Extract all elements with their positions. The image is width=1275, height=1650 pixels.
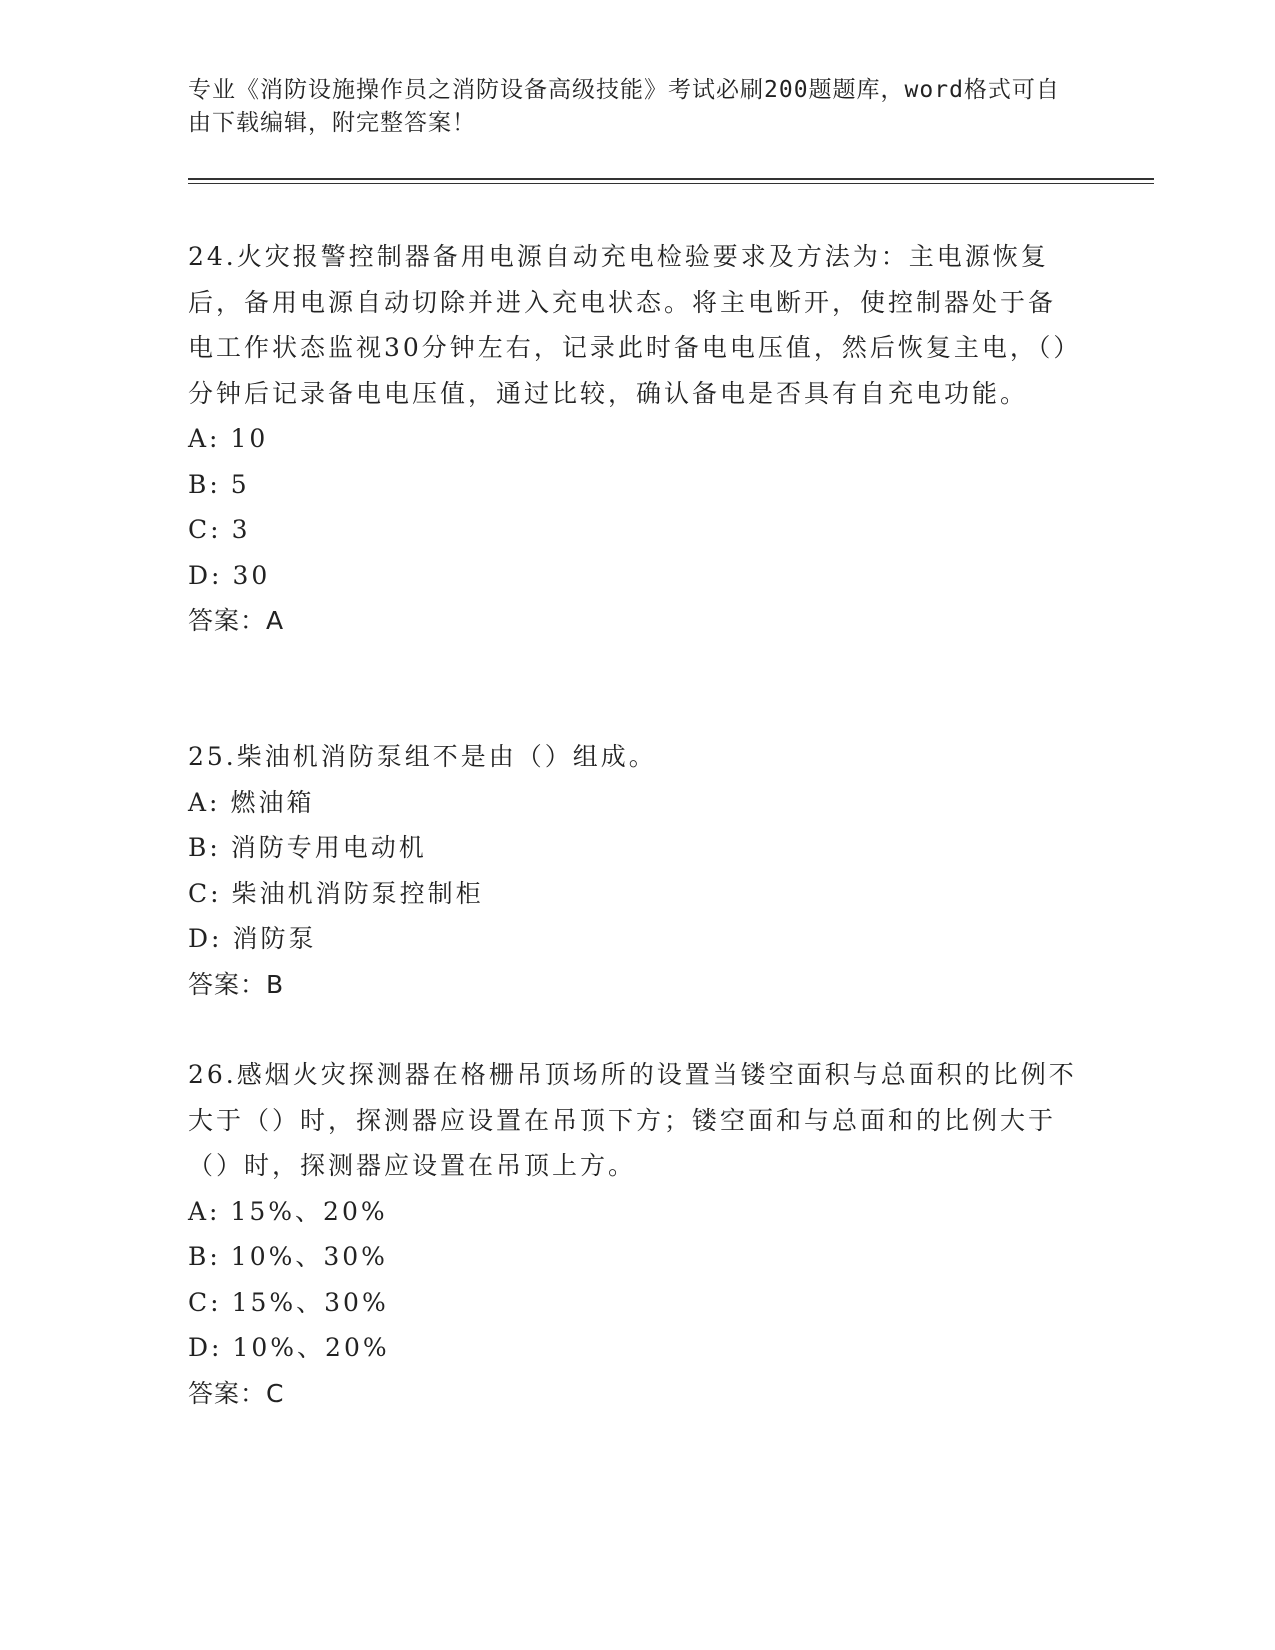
- question-24: [188, 234, 1078, 644]
- option-label: B:: [188, 833, 221, 862]
- option-value: 15%、20%: [230, 1196, 388, 1226]
- option-b: [188, 462, 1078, 508]
- option-value: 10%、20%: [232, 1333, 390, 1362]
- option-label: C:: [188, 515, 222, 544]
- header-divider: [188, 178, 1154, 180]
- option-value: 30: [232, 560, 271, 590]
- option-label: D:: [188, 924, 223, 953]
- option-c: [188, 871, 1078, 917]
- option-b: [188, 825, 1078, 871]
- option-value: 3: [231, 515, 251, 544]
- option-label: C:: [188, 878, 222, 908]
- answer: 答案：B: [188, 969, 285, 999]
- option-value: 消防专用电动机: [230, 833, 427, 862]
- question-25: [188, 734, 1078, 1007]
- document-header: 专业《消防设施操作员之消防设备高级技能》考试必刷200题题库，word格式可自由下载编辑，附完整答案！: [188, 77, 1060, 136]
- option-a: [188, 416, 1078, 462]
- option-label: A:: [188, 424, 221, 453]
- question-stem: 25.柴油机消防泵组不是由（）组成。: [188, 742, 657, 771]
- option-value: 10: [230, 424, 269, 453]
- option-c: [188, 1280, 1078, 1326]
- option-a: [188, 1189, 1078, 1235]
- question-26: [188, 1052, 1078, 1416]
- option-label: B:: [188, 469, 221, 499]
- option-value: 10%、30%: [230, 1242, 388, 1271]
- option-label: B:: [188, 1242, 221, 1271]
- option-label: A:: [188, 1196, 221, 1226]
- header-divider-thin: [188, 183, 1154, 184]
- option-d: [188, 553, 1078, 599]
- option-label: A:: [188, 787, 221, 817]
- option-d: [188, 916, 1078, 962]
- answer: 答案：A: [188, 606, 285, 635]
- option-value: 柴油机消防泵控制柜: [231, 878, 484, 908]
- option-value: 5: [230, 469, 250, 499]
- option-label: C:: [188, 1287, 222, 1317]
- question-stem: 26.感烟火灾探测器在格栅吊顶场所的设置当镂空面积与总面积的比例不大于（）时，探测器应设置在吊顶下方；镂空面和与总面和的比例大于（）时，探测器应设置在吊顶上方。: [188, 1060, 1077, 1180]
- option-d: [188, 1325, 1078, 1371]
- option-label: D:: [188, 560, 223, 590]
- option-value: 消防泵: [232, 924, 317, 953]
- option-c: [188, 507, 1078, 553]
- option-label: D:: [188, 1333, 223, 1362]
- option-value: 燃油箱: [230, 787, 315, 817]
- option-value: 15%、30%: [231, 1287, 389, 1317]
- question-stem: 24.火灾报警控制器备用电源自动充电检验要求及方法为：主电源恢复后，备用电源自动切除并进入充电状态。将主电断开，使控制器处于备电工作状态监视30分钟左右，记录此时备电电压值，然后恢复主电，（）分钟后记录备电电压值，通过比较，确认备电是否具有自充电功能。: [188, 242, 1069, 408]
- answer: 答案：C: [188, 1378, 285, 1408]
- option-b: [188, 1234, 1078, 1280]
- option-a: [188, 780, 1078, 826]
